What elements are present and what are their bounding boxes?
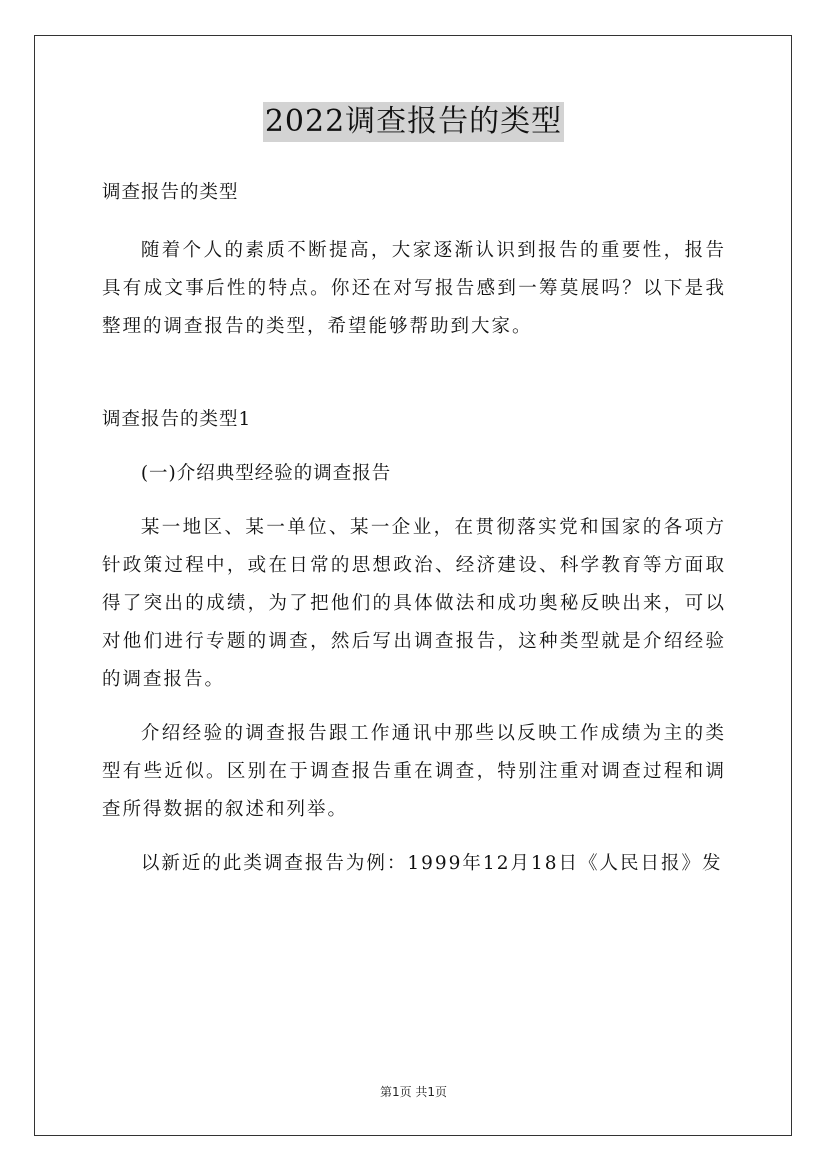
subsection-heading: (一)介绍典型经验的调查报告 (140, 463, 392, 484)
section-heading: 调查报告的类型1 (102, 409, 252, 430)
document-title: 2022调查报告的类型 (263, 102, 564, 142)
body-paragraph: 介绍经验的调查报告跟工作通讯中那些以反映工作成绩为主的类型有些近似。区别在于调查报告重在调查，特别注重对调查过程和调查所得数据的叙述和列举。 (102, 723, 726, 820)
document-title-wrap (0, 102, 827, 146)
body-paragraph: 以新近的此类调查报告为例：1999年12月18日《人民日报》发 (140, 853, 723, 874)
section-heading: 调查报告的类型 (102, 182, 239, 203)
document-body (102, 174, 726, 899)
body-paragraph: 某一地区、某一单位、某一企业，在贯彻落实党和国家的各项方针政策过程中，或在日常的思想政治、经济建设、科学教育等方面取得了突出的成绩，为了把他们的具体做法和成功奥秘反映出来，可以对他们进行专题的调查，然后写出调查报告，这种类型就是介绍经验的调查报告。 (102, 517, 726, 690)
intro-paragraph: 随着个人的素质不断提高，大家逐渐认识到报告的重要性，报告具有成文事后性的特点。你还在对写报告感到一筹莫展吗？以下是我整理的调查报告的类型，希望能够帮助到大家。 (102, 240, 726, 337)
page-footer: 第1页 共1页 (379, 1085, 448, 1099)
